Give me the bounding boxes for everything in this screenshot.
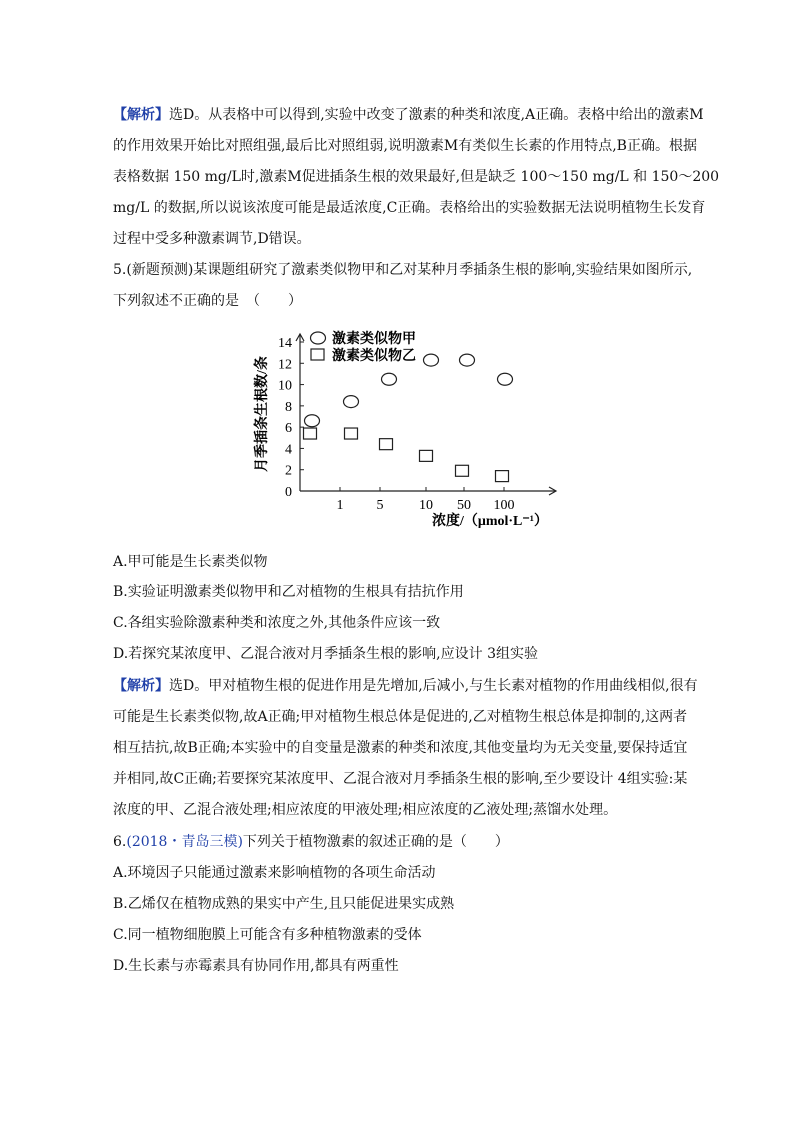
x-tick-label: 5	[376, 498, 384, 513]
q6-option-d[interactable]: D.生长素与赤霉素具有协同作用,都具有两重性	[113, 958, 399, 974]
legend-label-a: 激素类似物甲	[332, 332, 416, 347]
analysis-tag: 【解析】	[113, 678, 169, 694]
series-a-point	[498, 373, 513, 385]
y-tick-label: 14	[278, 336, 292, 351]
series-a-point	[344, 396, 359, 408]
series-a-point	[460, 354, 475, 366]
y-tick-label: 4	[285, 442, 292, 458]
series-b-point	[304, 428, 317, 439]
analysis2-line2: 可能是生长素类似物,故A正确;甲对植物生根总体是促进的,乙对植物生根总体是抑制的,这两者	[113, 709, 688, 725]
x-axis	[300, 487, 556, 529]
x-tick-label: 100	[493, 498, 515, 513]
q6-option-c[interactable]: C.同一植物细胞膜上可能含有多种植物激素的受体	[113, 927, 422, 943]
y-axis-title: 月季插条生根数/条	[255, 356, 270, 472]
y-tick-label: 2	[285, 463, 292, 479]
data-marks	[304, 354, 513, 482]
legend-label-b: 激素类似物乙	[332, 349, 416, 364]
q5-option-a[interactable]: A.甲可能是生长素类似物	[113, 554, 268, 570]
q5-option-b[interactable]: B.实验证明激素类似物甲和乙对植物的生根具有拮抗作用	[113, 584, 464, 600]
series-b-point	[456, 465, 469, 476]
analysis2-line4: 并相同,故C正确;若要探究某浓度甲、乙混合液对月季插条生根的影响,至少要设计 4组实验:某	[113, 771, 688, 787]
series-b-point	[345, 428, 358, 439]
x-tick-label: 10	[419, 498, 433, 513]
series-a-point	[424, 354, 439, 366]
q6-option-a[interactable]: A.环境因子只能通过激素来影响植物的各项生命活动	[113, 865, 436, 881]
series-a-point	[305, 415, 320, 427]
analysis1-line3: 表格数据 150 mg/L时,激素M促进插条生根的效果最好,但是缺乏 100～150 mg/L 和 150～200	[113, 169, 720, 185]
analysis-tag: 【解析】	[113, 107, 169, 123]
series-b-point	[496, 471, 509, 482]
y-tick-label: 12	[278, 357, 292, 373]
x-tick-label: 50	[457, 498, 471, 513]
series-b-point	[380, 439, 393, 450]
q5-source: (新题预测)	[126, 262, 194, 278]
q6-option-b[interactable]: B.乙烯仅在植物成熟的果实中产生,且只能促进果实成熟	[113, 896, 455, 912]
q6-source: (2018・青岛三模)	[126, 834, 243, 850]
q5-option-c[interactable]: C.各组实验除激素种类和浓度之外,其他条件应该一致	[113, 615, 441, 631]
analysis1-line2: 的作用效果开始比对照组强,最后比对照组弱,说明激素M有类似生长素的作用特点,B正确。根据	[113, 138, 697, 154]
x-axis-title: 浓度/（μmol·L⁻¹）	[432, 514, 548, 529]
legend-square-marker	[311, 349, 324, 360]
analysis1-line5: 过程中受多种激素调节,D错误。	[113, 231, 311, 247]
q5-option-d[interactable]: D.若探究某浓度甲、乙混合液对月季插条生根的影响,应设计 3组实验	[113, 646, 538, 662]
series-a-point	[382, 373, 397, 385]
analysis1-line1: 【解析】选D。从表格中可以得到,实验中改变了激素的种类和浓度,A正确。表格中给出的激素M	[113, 107, 704, 123]
rooting-chart	[250, 322, 570, 532]
analysis2-line1: 【解析】选D。甲对植物生根的促进作用是先增加,后减小,与生长素对植物的作用曲线相似,很有	[113, 678, 698, 694]
y-tick-label: 8	[285, 399, 292, 415]
legend	[311, 330, 417, 364]
y-tick-label: 10	[278, 378, 292, 394]
analysis1-line4: mg/L 的数据,所以说该浓度可能是最适浓度,C正确。表格给出的实验数据无法说明植物生长发育	[113, 200, 706, 216]
analysis2-line3: 相互拮抗,故B正确;本实验中的自变量是激素的种类和浓度,其他变量均为无关变量,要保持适宜	[113, 740, 688, 756]
q5-stem-line2: 下列叙述不正确的是 （ ）	[113, 293, 302, 309]
y-tick-label: 0	[285, 485, 292, 500]
legend-circle-marker	[311, 332, 326, 344]
y-tick-label: 6	[285, 421, 292, 437]
analysis2-line5: 浓度的甲、乙混合液处理;相应浓度的甲液处理;相应浓度的乙液处理;蒸馏水处理。	[113, 802, 618, 818]
q6-stem: 6.(2018・青岛三模)下列关于植物激素的叙述正确的是（ ）	[113, 834, 509, 850]
y-axis	[253, 334, 304, 500]
q5-stem-line1: 5.(新题预测)某课题组研究了激素类似物甲和乙对某种月季插条生根的影响,实验结果如图所示,	[113, 262, 693, 278]
series-b-point	[420, 450, 433, 461]
x-tick-label: 1	[336, 498, 344, 513]
